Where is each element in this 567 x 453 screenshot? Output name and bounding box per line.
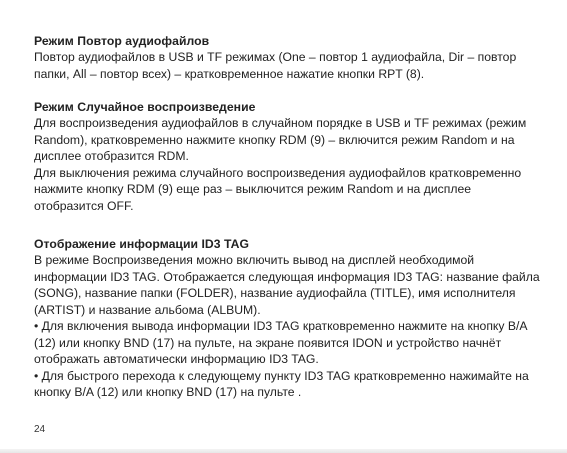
id3-tag-next-bullet: • Для быстрого перехода к следующему пункту ID3 TAG кратковременно нажимайте на кнопку B/A (12) или кнопку BND (17) на пульте .: [34, 368, 529, 399]
random-disable-text: Для выключения режима случайного воспроизведения аудиофайлов кратковременно нажмите кнопку RDM (9) еще раз – выключится режим Random и на дисплее отобразится OFF.: [34, 165, 522, 213]
id3-tag-section: [34, 236, 544, 401]
page-bottom-edge: [0, 449, 567, 453]
id3-tag-heading: Отображение информации ID3 TAG: [34, 237, 250, 251]
section-spacer: [34, 214, 544, 236]
id3-tag-enable-bullet: • Для включения вывода информации ID3 TAG кратковременно нажмите на кнопку B/A (12) или кнопку BND (17) на пульте, на экране появится IDON и устройство начнёт отображать автоматически информацию ID3 TAG.: [34, 319, 527, 366]
repeat-mode-text: Повтор аудиофайлов в USB и TF режимах (One – повтор 1 аудиофайла, Dir – повтор папки, All – повтор всех) – кратковременное нажатие кнопки RPT (8).: [34, 50, 517, 81]
repeat-mode-section: [34, 33, 544, 82]
id3-tag-intro-text: В режиме Воспроизведения можно включить вывод на дисплей необходимой информации ID3 TAG. Отображается следующая информация ID3 TAG: название файла (SONG), название папки (FOLDER), название аудиофайла (TITLE), имя исполнителя (ARTIST) и название альбома (ALBUM).: [34, 253, 540, 317]
repeat-mode-heading: Режим Повтор аудиофайлов: [34, 34, 210, 48]
section-spacer: [34, 82, 544, 99]
random-mode-section: [34, 99, 544, 214]
random-enable-text: Для воспроизведения аудиофайлов в случайном порядке в USB и TF режимах (режим Random), кратковременно нажмите кнопку RDM (9) – включится режим Random и на дисплее отобразится RDM.: [34, 116, 527, 163]
random-mode-heading: Режим Случайное воспроизведение: [34, 100, 256, 114]
page-number: 24: [34, 424, 46, 435]
page-content: [34, 33, 544, 401]
